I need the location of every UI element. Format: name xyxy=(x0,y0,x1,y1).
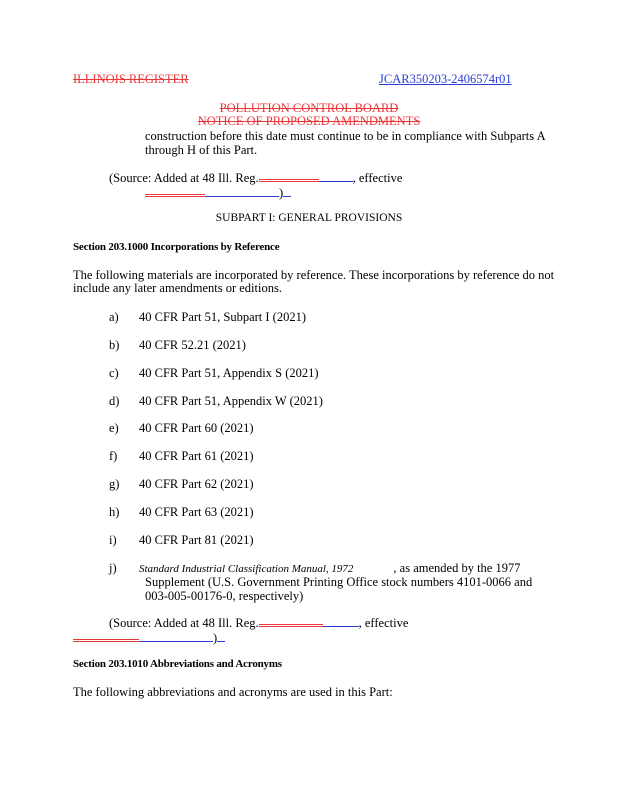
source-suffix: , effective xyxy=(358,616,409,630)
register-name: ILLINOIS REGISTER xyxy=(73,72,189,86)
reg-page-blank xyxy=(259,179,319,182)
section-heading-1000: Section 203.1000 Incorporations by Reference xyxy=(73,241,280,253)
section-heading-1010: Section 203.1010 Abbreviations and Acronyms xyxy=(73,658,282,670)
section-1000-line-2: include any later amendments or editions. xyxy=(73,281,282,295)
source-note-1 xyxy=(109,171,402,186)
intro-line-1: construction before this date must continue to be in compliance with Subparts A xyxy=(145,129,546,143)
list-item-j-line-2: Supplement (U.S. Government Printing Office stock numbers 4101-0066 and xyxy=(145,575,533,589)
section-1000-line-1: The following materials are incorporated by reference. These incorporations by reference do not xyxy=(73,268,555,282)
effective-date-blank xyxy=(145,194,205,197)
reg-page-insert xyxy=(319,181,353,182)
effective-date-insert xyxy=(205,196,279,197)
effective-date-blank xyxy=(73,639,139,642)
source-close: ) xyxy=(213,631,218,645)
list-item: c) 40 CFR Part 51, Appendix S (2021) xyxy=(109,366,319,380)
list-item: g) 40 CFR Part 62 (2021) xyxy=(109,477,254,491)
effective-date-insert xyxy=(139,641,213,642)
subpart-heading: SUBPART I: GENERAL PROVISIONS xyxy=(215,212,403,224)
source-note-1-date xyxy=(145,186,291,201)
section-1010-line-1: The following abbreviations and acronyms are used in this Part: xyxy=(73,685,393,699)
close-underline xyxy=(217,641,225,642)
agency-name: POLLUTION CONTROL BOARD xyxy=(219,101,399,115)
intro-line-2: through H of this Part. xyxy=(145,143,258,157)
list-item: f) 40 CFR Part 61 (2021) xyxy=(109,449,254,463)
list-item: a) 40 CFR Part 51, Subpart I (2021) xyxy=(109,310,307,324)
manual-title: Standard Industrial Classification Manual, 1972 xyxy=(139,563,354,575)
close-underline xyxy=(283,196,291,197)
source-prefix: (Source: Added at 48 Ill. Reg. xyxy=(109,171,259,185)
list-item-j: j) Standard Industrial Classification Manual, 1972 , as amended by the 1977 xyxy=(109,561,521,575)
list-item: b) 40 CFR 52.21 (2021) xyxy=(109,338,246,352)
source-prefix: (Source: Added at 48 Ill. Reg. xyxy=(109,616,259,630)
list-item: e) 40 CFR Part 60 (2021) xyxy=(109,421,254,435)
list-item-j-line-3: 003-005-00176-0, respectively) xyxy=(145,589,304,603)
source-suffix: , effective xyxy=(352,171,403,185)
list-item: h) 40 CFR Part 63 (2021) xyxy=(109,505,254,519)
reg-page-insert xyxy=(323,626,359,627)
list-item: i) 40 CFR Part 81 (2021) xyxy=(109,533,254,547)
reg-page-blank xyxy=(259,624,323,627)
source-note-2 xyxy=(109,616,408,631)
notice-title: NOTICE OF PROPOSED AMENDMENTS xyxy=(197,114,421,128)
document-id-link[interactable]: JCAR350203-2406574r01 xyxy=(379,72,512,86)
source-close: ) xyxy=(279,186,284,200)
source-note-2-date xyxy=(73,631,225,646)
list-item: d) 40 CFR Part 51, Appendix W (2021) xyxy=(109,394,323,408)
